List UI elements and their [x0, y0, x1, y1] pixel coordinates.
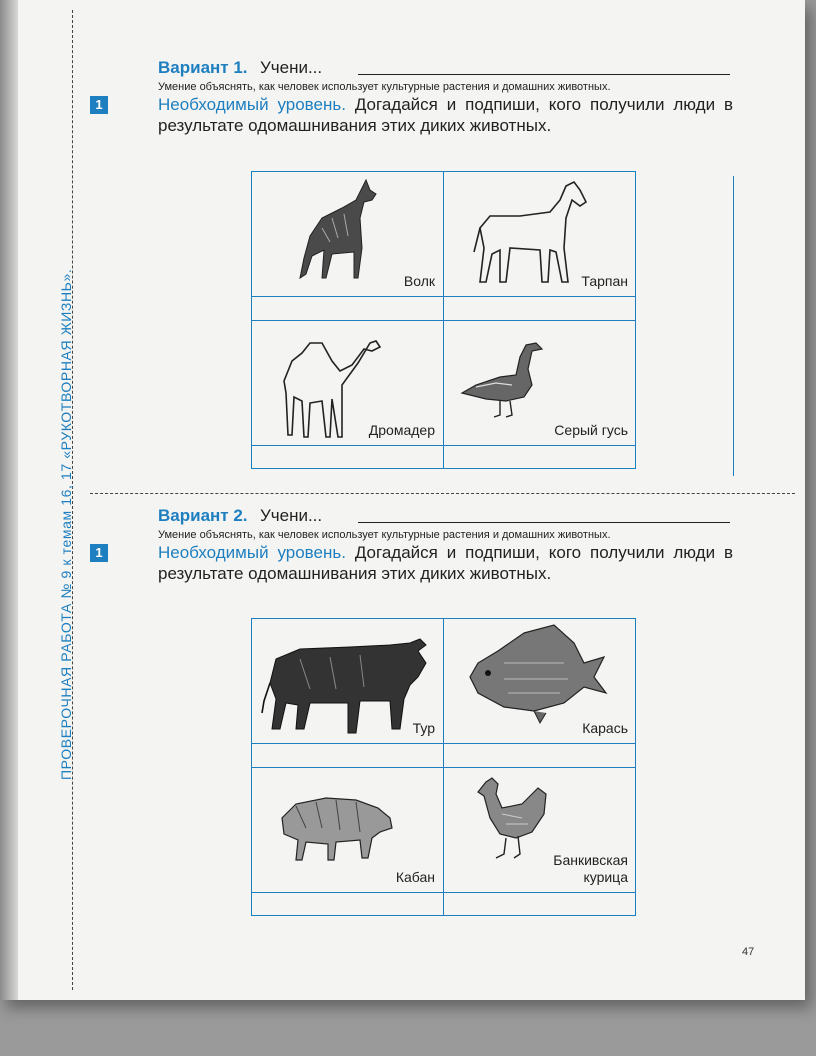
animal-name: Тарпан: [581, 273, 628, 289]
aurochs-icon: [260, 629, 430, 741]
page-binding-shadow: [0, 0, 18, 1000]
name-line[interactable]: [358, 522, 730, 523]
animal-name: Волк: [403, 273, 435, 289]
task-text: [158, 542, 733, 584]
answer-field[interactable]: [444, 892, 636, 916]
wolf-icon: [292, 178, 382, 288]
animal-cell: [444, 768, 636, 916]
animal-name: Дромадер: [368, 422, 435, 438]
variant-title: Вариант 2.: [158, 506, 248, 525]
name-line[interactable]: [358, 74, 730, 75]
answer-field[interactable]: [444, 445, 636, 469]
animal-cell: [444, 619, 636, 767]
animal-grid: [251, 171, 636, 469]
answer-field[interactable]: [252, 892, 443, 916]
task-instruction: Догадайся и подпиши, кого получили люди в результате одомашнивания этих диких животных.: [158, 95, 733, 135]
animal-cell: [444, 172, 636, 320]
variant-header: [158, 506, 730, 528]
variant-header: [158, 58, 730, 80]
animal-name: Серый гусь: [554, 422, 628, 438]
animal-name: Тур: [412, 720, 435, 736]
task-number-badge: 1: [90, 96, 108, 114]
page-number: 47: [742, 946, 755, 958]
variant-title: Вариант 1.: [158, 58, 248, 77]
animal-name: Банкивская курица: [553, 852, 628, 885]
animal-cell: [252, 768, 444, 916]
skill-description: Умение объяснять, как человек использует культурные растения и домашних животных.: [158, 81, 611, 93]
student-label: Учени...: [259, 506, 323, 525]
animal-cell: [252, 321, 444, 469]
answer-field[interactable]: [444, 743, 636, 767]
side-label: ПРОВЕРОЧНАЯ РАБОТА № 9 к темам 16, 17 «РУКОТВОРНАЯ ЖИЗНЬ».: [58, 268, 74, 780]
animal-name: Кабан: [395, 869, 435, 885]
boar-icon: [276, 788, 396, 868]
answer-field[interactable]: [252, 296, 443, 320]
camel-icon: [272, 325, 382, 443]
animal-grid: [251, 618, 636, 916]
animal-cell: [444, 321, 636, 469]
answer-field[interactable]: [252, 445, 443, 469]
horse-icon: [470, 178, 590, 288]
answer-field[interactable]: [252, 743, 443, 767]
skill-description: Умение объяснять, как человек использует культурные растения и домашних животных.: [158, 529, 611, 541]
fish-icon: [464, 623, 614, 727]
animal-cell: [252, 619, 444, 767]
task-level: Необходимый уровень.: [158, 543, 346, 562]
answer-field[interactable]: [444, 296, 636, 320]
student-label: Учени...: [259, 58, 323, 77]
animal-cell: [252, 172, 444, 320]
task-instruction: Догадайся и подпиши, кого получили люди в результате одомашнивания этих диких животных.: [158, 543, 733, 583]
task-level: Необходимый уровень.: [158, 95, 346, 114]
chicken-icon: [472, 774, 552, 864]
task-text: [158, 94, 733, 136]
animal-name: Карась: [582, 720, 628, 736]
margin-rule: [733, 176, 734, 476]
task-number-badge: 1: [90, 544, 108, 562]
horizontal-cut-line: [90, 493, 795, 494]
goose-icon: [456, 335, 546, 425]
